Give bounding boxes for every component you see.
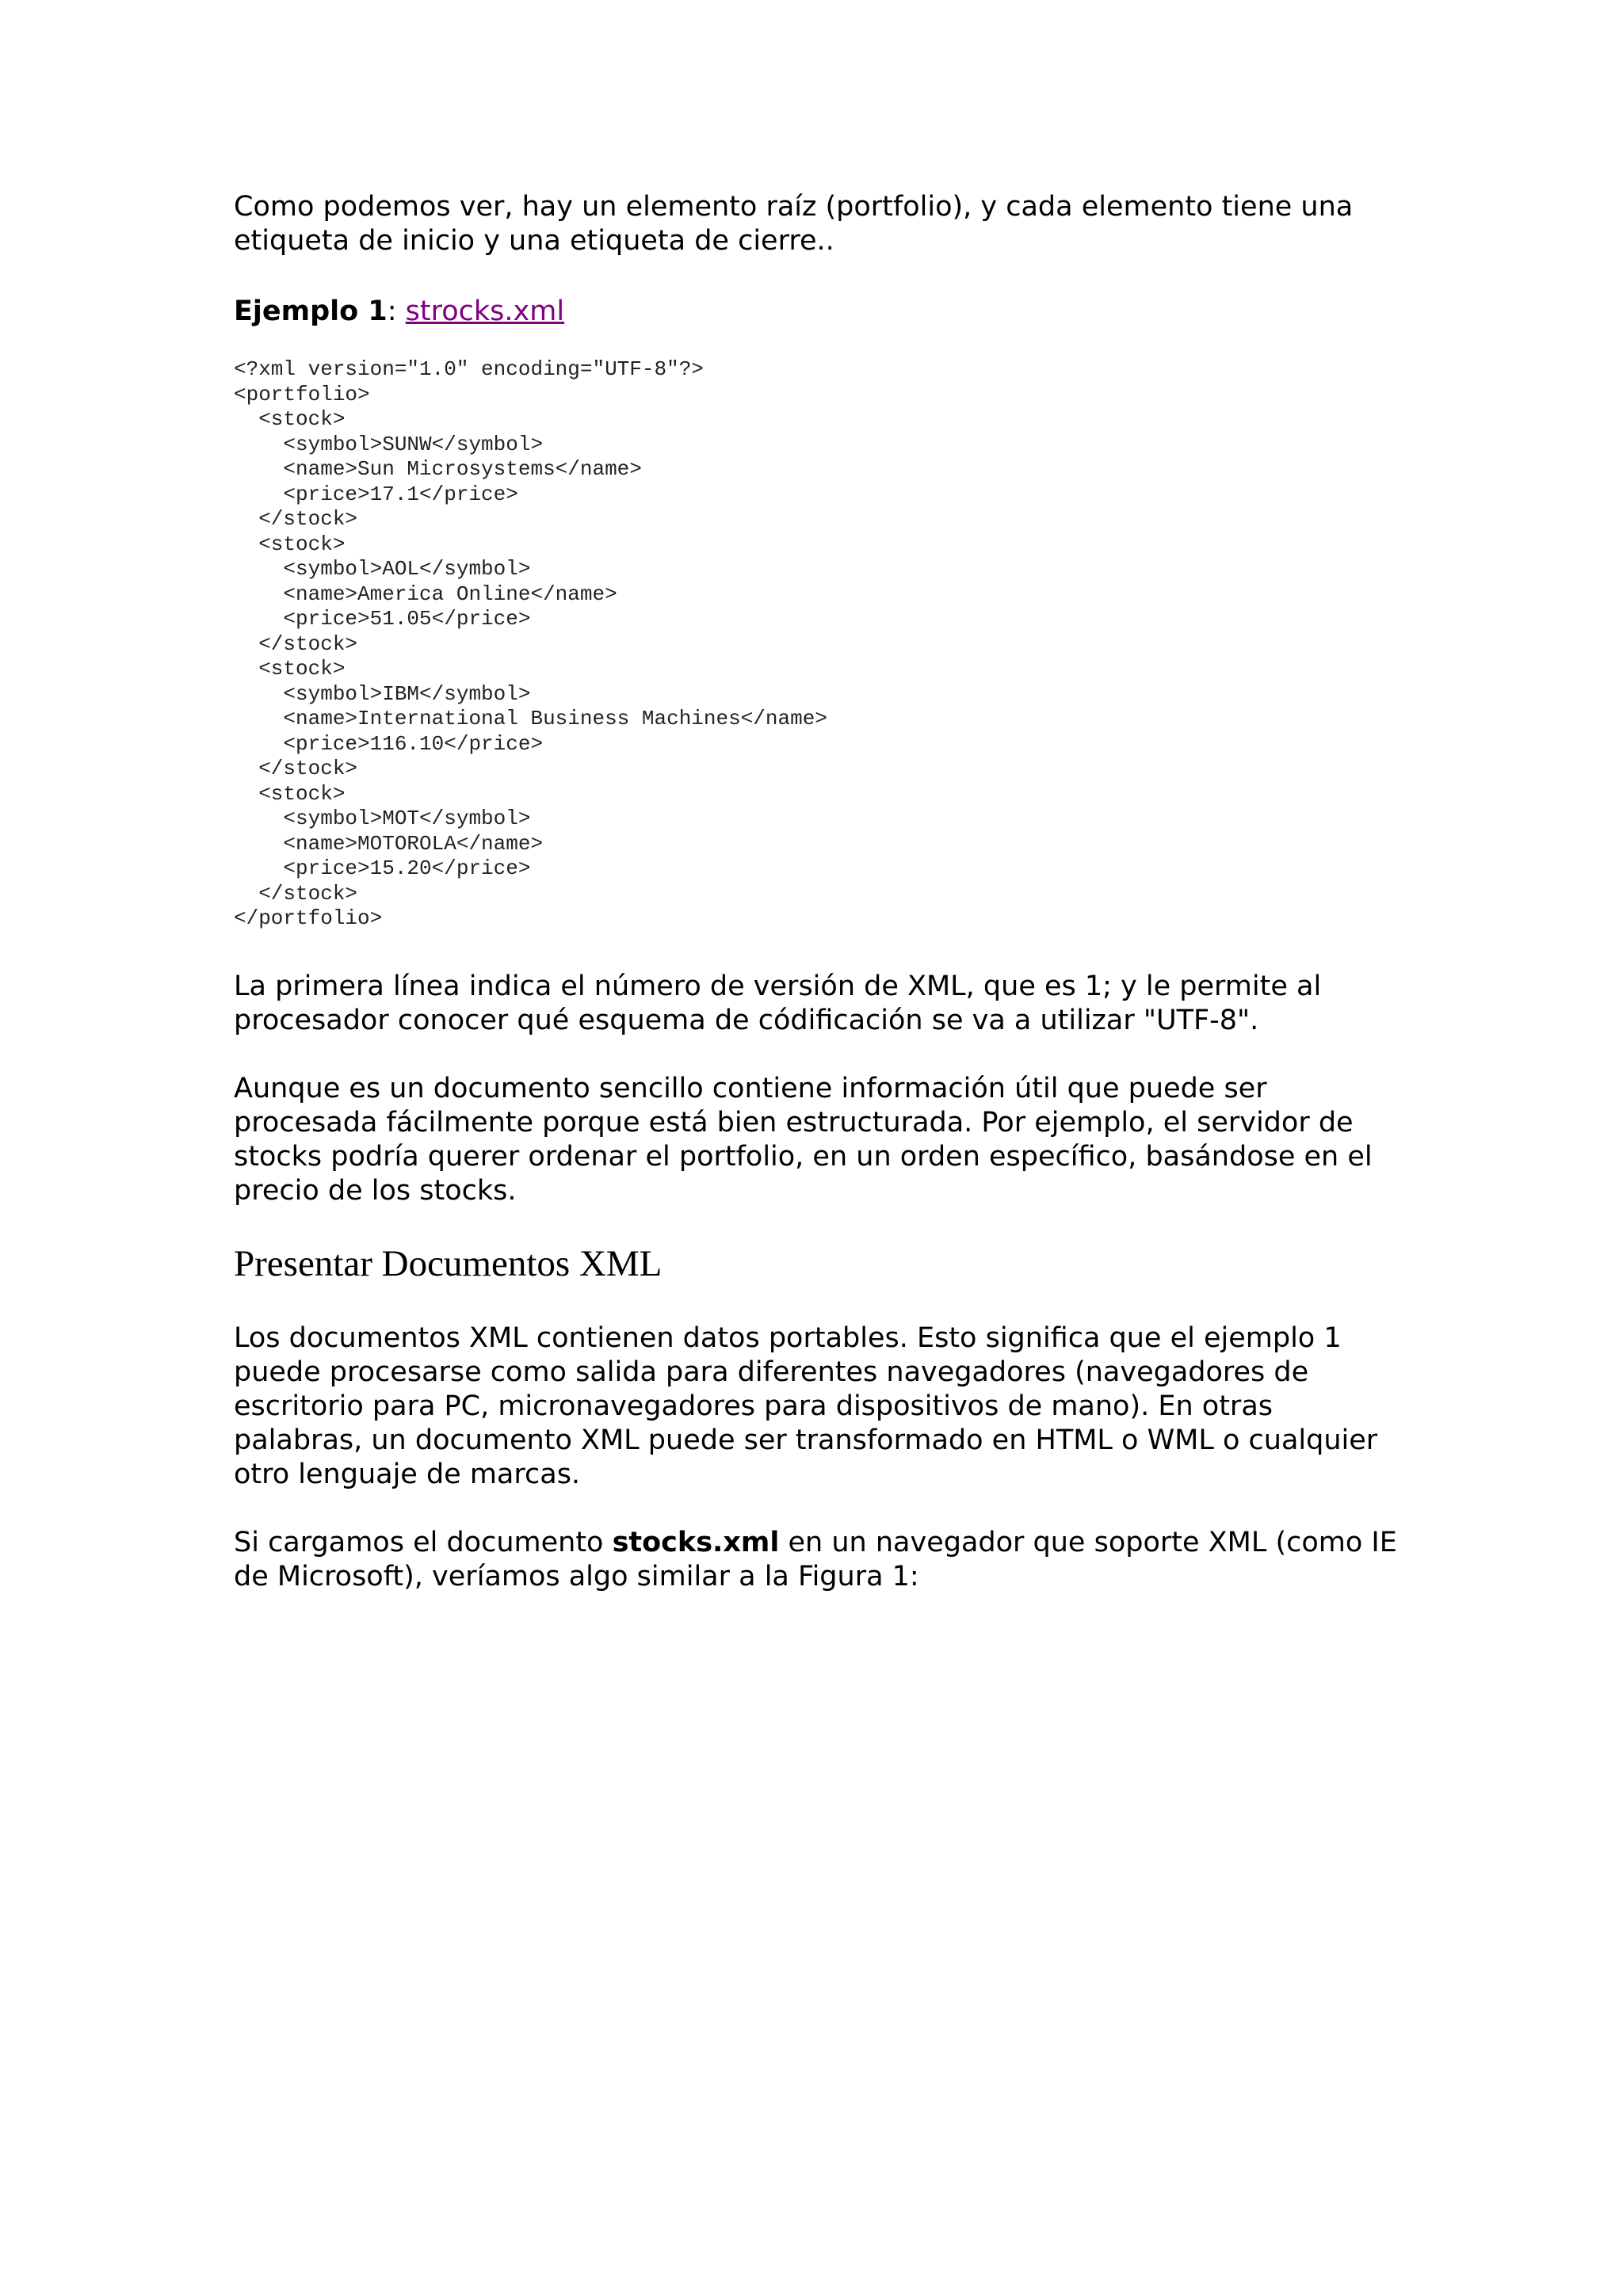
section-title: Presentar Documentos XML bbox=[234, 1242, 663, 1284]
load-filename: stocks.xml bbox=[612, 1526, 780, 1558]
example-heading bbox=[234, 295, 1407, 329]
example-separator: : bbox=[387, 296, 406, 327]
document-page bbox=[234, 190, 1407, 1594]
load-document-paragraph bbox=[234, 1526, 1407, 1594]
first-line-paragraph: La primera línea indica el número de versión de XML, que es 1; y le permite al procesador conocer qué esquema de códificación se va a utilizar "UTF-8". bbox=[234, 970, 1322, 1036]
structure-paragraph: Aunque es un documento sencillo contiene información útil que puede ser procesada fácilmente porque está bien estructurada. Por ejemplo, el servidor de stocks podría querer ordenar el portfolio, en un orden específico, basándose en el precio de los stocks. bbox=[234, 1072, 1373, 1207]
example-file-link[interactable]: strocks.xml bbox=[405, 296, 565, 327]
example-label: Ejemplo 1 bbox=[234, 296, 388, 327]
xml-code-block: <?xml version="1.0" encoding="UTF-8"?> <portfolio> <stock> <symbol>SUNW</symbol> <name>Sun Microsystems</name> <price>17.1</price> </stock> <stock> <symbol>AOL</symbol> <name>America Online</name> <price>51.05</price> </stock> <stock> <symbol>IBM</symbol> <name>International Business Machines</name> <price>116.10</price> </stock> <stock> <symbol>MOT</symbol> <name>MOTOROLA</name> <price>15.20</price> </stock> </portfolio> bbox=[234, 357, 827, 930]
load-text-before: Si cargamos el documento bbox=[234, 1526, 613, 1558]
intro-paragraph: Como podemos ver, hay un elemento raíz (portfolio), y cada elemento tiene una etiqueta de inicio y una etiqueta de cierre.. bbox=[234, 191, 1354, 257]
portable-data-paragraph: Los documentos XML contienen datos portables. Esto significa que el ejemplo 1 puede procesarse como salida para diferentes navegadores (navegadores de escritorio para PC, micronavegadores para dispositivos de mano). En otras palabras, un documento XML puede ser transformado en HTML o WML o cualquier otro lenguaje de marcas. bbox=[234, 1322, 1378, 1490]
load-text-after: en un navegador que soporte XML (como IE de Microsoft), veríamos algo similar a la Figura 1: bbox=[234, 1526, 1397, 1592]
